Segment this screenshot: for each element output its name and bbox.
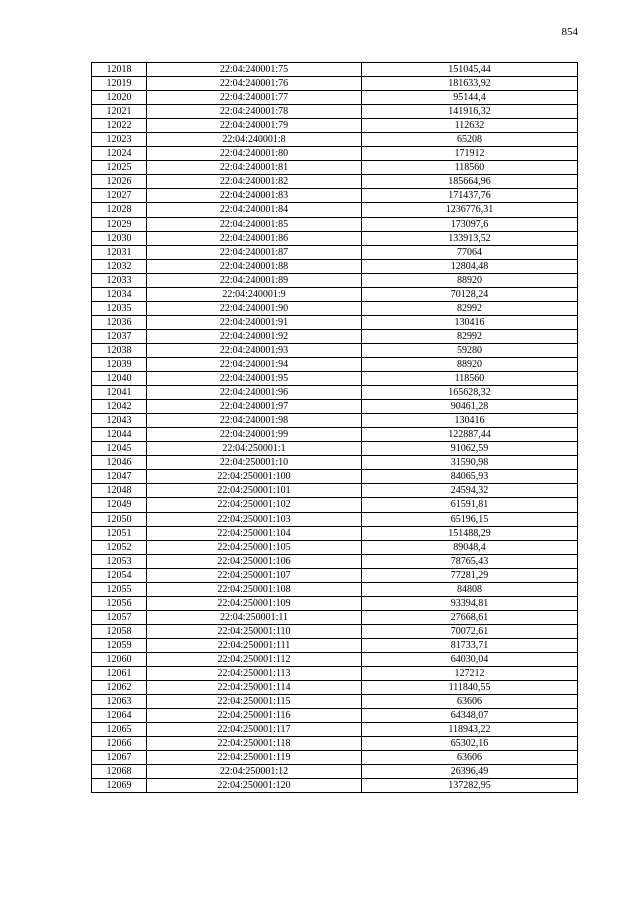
cadastral-number-cell: 22:04:240001:77 — [147, 91, 362, 105]
table-row — [92, 681, 578, 695]
table-row — [92, 91, 578, 105]
cadastral-value-cell: 130416 — [362, 414, 578, 428]
row-number-cell: 12028 — [92, 203, 147, 217]
table-row — [92, 498, 578, 512]
row-number-cell: 12065 — [92, 723, 147, 737]
cadastral-value-cell: 65208 — [362, 133, 578, 147]
cadastral-value-cell: 181633,92 — [362, 77, 578, 91]
cadastral-number-cell: 22:04:250001:100 — [147, 470, 362, 484]
row-number-cell: 12030 — [92, 231, 147, 245]
table-row — [92, 386, 578, 400]
cadastral-value-cell: 93394,81 — [362, 596, 578, 610]
cadastral-number-cell: 22:04:250001:109 — [147, 596, 362, 610]
cadastral-number-cell: 22:04:250001:113 — [147, 667, 362, 681]
table-row — [92, 119, 578, 133]
cadastral-value-cell: 95144,4 — [362, 91, 578, 105]
row-number-cell: 12051 — [92, 526, 147, 540]
cadastral-value-cell: 91062,59 — [362, 442, 578, 456]
cadastral-value-cell: 171437,76 — [362, 189, 578, 203]
row-number-cell: 12062 — [92, 681, 147, 695]
row-number-cell: 12038 — [92, 343, 147, 357]
cadastral-value-cell: 77281,29 — [362, 568, 578, 582]
row-number-cell: 12069 — [92, 779, 147, 793]
cadastral-value-cell: 82992 — [362, 301, 578, 315]
cadastral-number-cell: 22:04:250001:1 — [147, 442, 362, 456]
row-number-cell: 12052 — [92, 540, 147, 554]
cadastral-number-cell: 22:04:250001:102 — [147, 498, 362, 512]
table-row — [92, 456, 578, 470]
cadastral-number-cell: 22:04:240001:85 — [147, 217, 362, 231]
table-row — [92, 470, 578, 484]
row-number-cell: 12026 — [92, 175, 147, 189]
row-number-cell: 12040 — [92, 372, 147, 386]
table-row — [92, 624, 578, 638]
cadastral-value-cell: 65196,15 — [362, 512, 578, 526]
cadastral-number-cell: 22:04:250001:110 — [147, 624, 362, 638]
cadastral-value-cell: 1236776,31 — [362, 203, 578, 217]
table-row — [92, 596, 578, 610]
cadastral-value-cell: 127212 — [362, 667, 578, 681]
cadastral-number-cell: 22:04:250001:117 — [147, 723, 362, 737]
row-number-cell: 12066 — [92, 737, 147, 751]
table-row — [92, 512, 578, 526]
row-number-cell: 12042 — [92, 400, 147, 414]
table-row — [92, 414, 578, 428]
cadastral-number-cell: 22:04:250001:118 — [147, 737, 362, 751]
cadastral-number-cell: 22:04:250001:10 — [147, 456, 362, 470]
cadastral-number-cell: 22:04:250001:107 — [147, 568, 362, 582]
row-number-cell: 12018 — [92, 63, 147, 77]
table-body — [92, 63, 578, 793]
row-number-cell: 12064 — [92, 709, 147, 723]
cadastral-value-cell: 111840,55 — [362, 681, 578, 695]
table-row — [92, 105, 578, 119]
cadastral-number-cell: 22:04:240001:84 — [147, 203, 362, 217]
table-row — [92, 245, 578, 259]
cadastral-number-cell: 22:04:250001:119 — [147, 751, 362, 765]
row-number-cell: 12022 — [92, 119, 147, 133]
row-number-cell: 12032 — [92, 259, 147, 273]
row-number-cell: 12044 — [92, 428, 147, 442]
row-number-cell: 12034 — [92, 287, 147, 301]
row-number-cell: 12059 — [92, 638, 147, 652]
cadastral-number-cell: 22:04:240001:82 — [147, 175, 362, 189]
cadastral-value-cell: 122887,44 — [362, 428, 578, 442]
table-row — [92, 315, 578, 329]
cadastral-value-cell: 118943,22 — [362, 723, 578, 737]
row-number-cell: 12055 — [92, 582, 147, 596]
table-row — [92, 400, 578, 414]
table-row — [92, 540, 578, 554]
row-number-cell: 12053 — [92, 554, 147, 568]
cadastral-number-cell: 22:04:240001:97 — [147, 400, 362, 414]
cadastral-number-cell: 22:04:250001:106 — [147, 554, 362, 568]
page-number: 854 — [561, 26, 578, 38]
row-number-cell: 12021 — [92, 105, 147, 119]
table-row — [92, 287, 578, 301]
row-number-cell: 12054 — [92, 568, 147, 582]
table-row — [92, 217, 578, 231]
cadastral-value-cell: 171912 — [362, 147, 578, 161]
cadastral-value-cell: 59280 — [362, 343, 578, 357]
row-number-cell: 12067 — [92, 751, 147, 765]
table-row — [92, 695, 578, 709]
cadastral-value-cell: 165628,32 — [362, 386, 578, 400]
row-number-cell: 12061 — [92, 667, 147, 681]
cadastral-value-cell: 64348,07 — [362, 709, 578, 723]
table-row — [92, 329, 578, 343]
table-row — [92, 526, 578, 540]
table-row — [92, 133, 578, 147]
row-number-cell: 12043 — [92, 414, 147, 428]
cadastral-number-cell: 22:04:240001:79 — [147, 119, 362, 133]
row-number-cell: 12029 — [92, 217, 147, 231]
row-number-cell: 12025 — [92, 161, 147, 175]
row-number-cell: 12036 — [92, 315, 147, 329]
table-row — [92, 667, 578, 681]
cadastral-value-cell: 70072,61 — [362, 624, 578, 638]
cadastral-value-cell: 88920 — [362, 273, 578, 287]
cadastral-number-cell: 22:04:250001:11 — [147, 610, 362, 624]
cadastral-value-cell: 63606 — [362, 695, 578, 709]
table-row — [92, 610, 578, 624]
cadastral-value-table — [91, 62, 578, 793]
cadastral-value-cell: 88920 — [362, 357, 578, 371]
cadastral-number-cell: 22:04:240001:93 — [147, 343, 362, 357]
row-number-cell: 12060 — [92, 652, 147, 666]
table-row — [92, 723, 578, 737]
table-row — [92, 259, 578, 273]
row-number-cell: 12035 — [92, 301, 147, 315]
row-number-cell: 12063 — [92, 695, 147, 709]
cadastral-value-cell: 65302,16 — [362, 737, 578, 751]
cadastral-number-cell: 22:04:250001:115 — [147, 695, 362, 709]
cadastral-number-cell: 22:04:240001:80 — [147, 147, 362, 161]
cadastral-number-cell: 22:04:240001:99 — [147, 428, 362, 442]
cadastral-value-cell: 90461,28 — [362, 400, 578, 414]
cadastral-number-cell: 22:04:250001:103 — [147, 512, 362, 526]
cadastral-number-cell: 22:04:240001:87 — [147, 245, 362, 259]
row-number-cell: 12050 — [92, 512, 147, 526]
cadastral-value-cell: 185664,96 — [362, 175, 578, 189]
row-number-cell: 12046 — [92, 456, 147, 470]
cadastral-value-cell: 173097,6 — [362, 217, 578, 231]
cadastral-value-cell: 137282,95 — [362, 779, 578, 793]
cadastral-number-cell: 22:04:240001:9 — [147, 287, 362, 301]
row-number-cell: 12020 — [92, 91, 147, 105]
cadastral-value-cell: 31590,98 — [362, 456, 578, 470]
table-row — [92, 77, 578, 91]
cadastral-value-cell: 112632 — [362, 119, 578, 133]
cadastral-value-cell: 133913,52 — [362, 231, 578, 245]
cadastral-value-cell: 26396,49 — [362, 765, 578, 779]
table-row — [92, 231, 578, 245]
cadastral-value-cell: 141916,32 — [362, 105, 578, 119]
table-row — [92, 765, 578, 779]
cadastral-number-cell: 22:04:240001:83 — [147, 189, 362, 203]
row-number-cell: 12058 — [92, 624, 147, 638]
row-number-cell: 12057 — [92, 610, 147, 624]
cadastral-value-cell: 89048,4 — [362, 540, 578, 554]
table-row — [92, 751, 578, 765]
table-row — [92, 779, 578, 793]
table-row — [92, 652, 578, 666]
table-row — [92, 357, 578, 371]
row-number-cell: 12047 — [92, 470, 147, 484]
cadastral-value-cell: 70128,24 — [362, 287, 578, 301]
row-number-cell: 12027 — [92, 189, 147, 203]
table-row — [92, 638, 578, 652]
cadastral-value-cell: 63606 — [362, 751, 578, 765]
cadastral-value-cell: 82992 — [362, 329, 578, 343]
cadastral-number-cell: 22:04:250001:120 — [147, 779, 362, 793]
row-number-cell: 12033 — [92, 273, 147, 287]
table-row — [92, 63, 578, 77]
cadastral-value-cell: 151488,29 — [362, 526, 578, 540]
cadastral-number-cell: 22:04:240001:78 — [147, 105, 362, 119]
cadastral-value-cell: 84808 — [362, 582, 578, 596]
row-number-cell: 12019 — [92, 77, 147, 91]
cadastral-number-cell: 22:04:250001:114 — [147, 681, 362, 695]
cadastral-number-cell: 22:04:250001:111 — [147, 638, 362, 652]
table-row — [92, 147, 578, 161]
table-row — [92, 161, 578, 175]
table-row — [92, 175, 578, 189]
cadastral-value-cell: 27668,61 — [362, 610, 578, 624]
cadastral-value-cell: 78765,43 — [362, 554, 578, 568]
table-row — [92, 372, 578, 386]
cadastral-value-cell: 151045,44 — [362, 63, 578, 77]
cadastral-number-cell: 22:04:240001:8 — [147, 133, 362, 147]
cadastral-number-cell: 22:04:240001:90 — [147, 301, 362, 315]
table-row — [92, 582, 578, 596]
table-row — [92, 203, 578, 217]
table-row — [92, 484, 578, 498]
table-row — [92, 737, 578, 751]
cadastral-number-cell: 22:04:250001:101 — [147, 484, 362, 498]
table-row — [92, 709, 578, 723]
table-row — [92, 568, 578, 582]
table-row — [92, 301, 578, 315]
cadastral-number-cell: 22:04:250001:104 — [147, 526, 362, 540]
cadastral-number-cell: 22:04:250001:108 — [147, 582, 362, 596]
cadastral-value-cell: 12804,48 — [362, 259, 578, 273]
cadastral-number-cell: 22:04:240001:94 — [147, 357, 362, 371]
cadastral-value-cell: 24594,32 — [362, 484, 578, 498]
cadastral-value-cell: 64030,04 — [362, 652, 578, 666]
cadastral-number-cell: 22:04:250001:105 — [147, 540, 362, 554]
cadastral-value-cell: 81733,71 — [362, 638, 578, 652]
cadastral-number-cell: 22:04:240001:91 — [147, 315, 362, 329]
cadastral-number-cell: 22:04:240001:95 — [147, 372, 362, 386]
cadastral-value-cell: 61591,81 — [362, 498, 578, 512]
row-number-cell: 12041 — [92, 386, 147, 400]
cadastral-value-cell: 77064 — [362, 245, 578, 259]
cadastral-number-cell: 22:04:240001:81 — [147, 161, 362, 175]
cadastral-value-cell: 84065,93 — [362, 470, 578, 484]
row-number-cell: 12056 — [92, 596, 147, 610]
cadastral-number-cell: 22:04:250001:116 — [147, 709, 362, 723]
cadastral-number-cell: 22:04:250001:112 — [147, 652, 362, 666]
cadastral-number-cell: 22:04:240001:92 — [147, 329, 362, 343]
table-row — [92, 442, 578, 456]
row-number-cell: 12048 — [92, 484, 147, 498]
table-row — [92, 273, 578, 287]
table-row — [92, 428, 578, 442]
cadastral-number-cell: 22:04:240001:75 — [147, 63, 362, 77]
cadastral-number-cell: 22:04:240001:76 — [147, 77, 362, 91]
table-row — [92, 554, 578, 568]
cadastral-value-cell: 118560 — [362, 372, 578, 386]
cadastral-number-cell: 22:04:240001:98 — [147, 414, 362, 428]
row-number-cell: 12045 — [92, 442, 147, 456]
cadastral-number-cell: 22:04:240001:88 — [147, 259, 362, 273]
cadastral-number-cell: 22:04:240001:96 — [147, 386, 362, 400]
row-number-cell: 12049 — [92, 498, 147, 512]
cadastral-number-cell: 22:04:240001:86 — [147, 231, 362, 245]
cadastral-value-cell: 118560 — [362, 161, 578, 175]
row-number-cell: 12023 — [92, 133, 147, 147]
row-number-cell: 12068 — [92, 765, 147, 779]
row-number-cell: 12037 — [92, 329, 147, 343]
cadastral-value-cell: 130416 — [362, 315, 578, 329]
table-row — [92, 343, 578, 357]
cadastral-number-cell: 22:04:250001:12 — [147, 765, 362, 779]
table-row — [92, 189, 578, 203]
row-number-cell: 12031 — [92, 245, 147, 259]
row-number-cell: 12024 — [92, 147, 147, 161]
row-number-cell: 12039 — [92, 357, 147, 371]
cadastral-number-cell: 22:04:240001:89 — [147, 273, 362, 287]
